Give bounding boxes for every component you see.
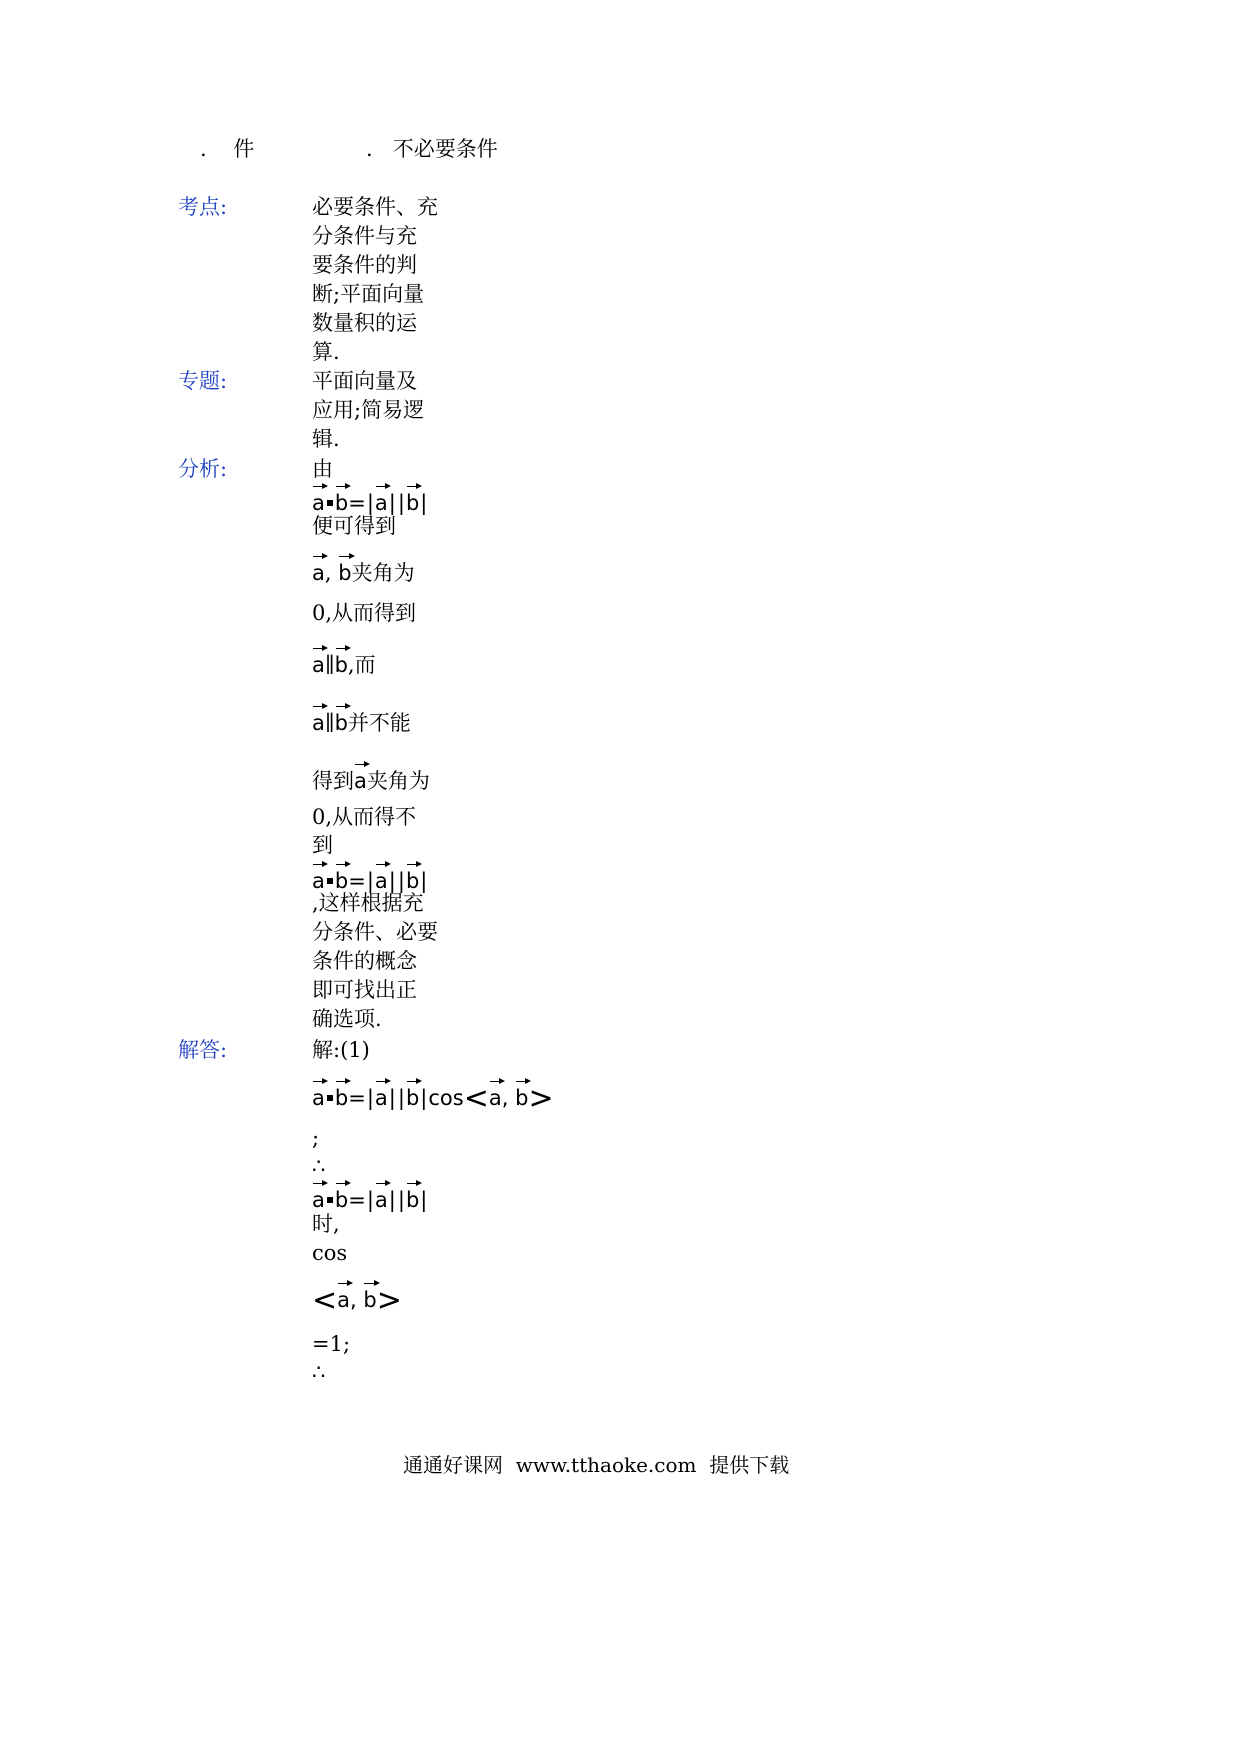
vector-a: a: [312, 861, 325, 895]
abs-bar: |: [420, 1086, 428, 1110]
fenxi-line-5: [312, 645, 376, 679]
fenxi-text-1: 由: [312, 457, 333, 481]
vector-a: a: [489, 1078, 502, 1112]
footer-site-name: 通通好课网: [403, 1453, 503, 1477]
fenxi-tail-line: 分条件、必要: [312, 920, 438, 944]
dot-operator: [327, 1095, 333, 1101]
abs-bar: |: [420, 869, 428, 893]
abs-bar: |: [366, 1188, 374, 1212]
vector-b: b: [406, 483, 419, 517]
zhuanti-content: [312, 367, 424, 454]
vector-a: a: [312, 1180, 325, 1214]
fenxi-text-5: ,而: [347, 653, 376, 677]
equals-sign: =: [348, 1188, 366, 1212]
vector-b: b: [406, 1180, 419, 1214]
option-d-dot: .: [366, 137, 373, 161]
parallel-sign: ∥: [324, 653, 335, 677]
vector-a: a: [312, 703, 325, 737]
option-c: [200, 135, 254, 163]
kaodian-line: 必要条件、充: [312, 195, 438, 219]
zhuanti-line: 平面向量及: [312, 369, 417, 393]
vector-b: b: [335, 483, 348, 517]
vector-b: b: [335, 703, 348, 737]
therefore-symbol: ∴: [312, 1154, 326, 1178]
vector-b: b: [406, 861, 419, 895]
fenxi-tail-line: 确选项.: [312, 1007, 382, 1031]
fenxi-tail-line: 即可找出正: [312, 978, 417, 1002]
vector-a: a: [312, 645, 325, 679]
page-footer: [403, 1451, 789, 1479]
option-d: [366, 135, 498, 163]
fenxi-line-7: [312, 761, 430, 795]
vector-b: b: [363, 1280, 376, 1314]
formula-angle-ab: [312, 1280, 402, 1318]
therefore-symbol: ∴: [312, 1360, 326, 1384]
formula-dot-product-cos: [312, 1078, 554, 1116]
fenxi-text-4: 0,从而得到: [312, 601, 417, 625]
abs-bar: |: [366, 1086, 374, 1110]
fenxi-label: 分析:: [178, 457, 228, 481]
fenxi-tail-line: ,这样根据充: [312, 891, 424, 915]
abs-bar: |: [397, 1086, 405, 1110]
right-angle-bracket: >: [376, 1283, 402, 1318]
option-c-dot: .: [200, 137, 207, 161]
abs-bar: |: [388, 1086, 396, 1110]
abs-bar: |: [420, 491, 428, 515]
vector-b: b: [338, 553, 351, 587]
fenxi-text-3: 夹角为: [351, 561, 415, 585]
vector-a: a: [375, 861, 388, 895]
jieda-cos: cos: [312, 1241, 348, 1265]
vector-a: a: [375, 1078, 388, 1112]
kaodian-content: [312, 193, 438, 367]
fenxi-text-10: 到: [312, 833, 333, 857]
parallel-sign: ∥: [324, 711, 335, 735]
fenxi-text-6: 并不能: [347, 711, 411, 735]
jieda-semicolon: ;: [312, 1126, 320, 1150]
vector-b: b: [335, 645, 348, 679]
vector-a: a: [312, 553, 325, 587]
vector-a: a: [337, 1280, 350, 1314]
vector-b: b: [515, 1078, 528, 1112]
footer-url: www.tthaoke.com: [515, 1453, 697, 1477]
fenxi-line-6: [312, 703, 411, 737]
fenxi-tail: [312, 889, 438, 1034]
left-angle-bracket: <: [312, 1283, 338, 1318]
formula-dot-equals-abs: [312, 1180, 428, 1214]
equals-sign: =: [348, 869, 366, 893]
jieda-shi: 时,: [312, 1212, 340, 1236]
kaodian-line: 要条件的判: [312, 253, 417, 277]
abs-bar: |: [397, 869, 405, 893]
zhuanti-label: 专题:: [178, 369, 228, 393]
comma: ,: [324, 561, 332, 585]
comma: ,: [350, 1288, 357, 1312]
kaodian-line: 断;平面向量: [312, 282, 425, 306]
fenxi-line-3: [312, 553, 415, 587]
vector-a: a: [354, 761, 367, 795]
vector-b: b: [335, 861, 348, 895]
fenxi-tail-line: 条件的概念: [312, 949, 417, 973]
abs-bar: |: [397, 1188, 405, 1212]
fenxi-text-8: 夹角为: [366, 769, 430, 793]
kaodian-line: 数量积的运: [312, 311, 417, 335]
vector-b: b: [335, 1078, 348, 1112]
zhuanti-line: 应用;简易逻: [312, 398, 425, 422]
left-angle-bracket: <: [463, 1081, 489, 1116]
abs-bar: |: [397, 491, 405, 515]
abs-bar: |: [366, 869, 374, 893]
fenxi-text-7: 得到: [312, 769, 354, 793]
option-c-text: 件: [233, 137, 255, 161]
vector-b: b: [406, 1078, 419, 1112]
dot-operator: [327, 500, 333, 506]
vector-a: a: [312, 483, 325, 517]
equals-sign: =: [348, 1086, 366, 1110]
jieda-label: 解答:: [178, 1038, 228, 1062]
jieda-text-1: 解:(1): [312, 1038, 370, 1062]
comma: ,: [501, 1086, 509, 1110]
fenxi-text-2: 便可得到: [312, 514, 396, 538]
footer-download: 提供下载: [709, 1453, 790, 1477]
kaodian-line: 分条件与充: [312, 224, 417, 248]
dot-operator: [327, 878, 333, 884]
dot-operator: [327, 1197, 333, 1203]
abs-bar: |: [366, 491, 374, 515]
kaodian-line: 算.: [312, 340, 340, 364]
jieda-eq1: =1;: [312, 1332, 351, 1356]
abs-bar: |: [388, 869, 396, 893]
zhuanti-line: 辑.: [312, 427, 340, 451]
abs-bar: |: [388, 491, 396, 515]
vector-b: b: [335, 1180, 348, 1214]
option-d-text: 不必要条件: [392, 137, 498, 161]
abs-bar: |: [388, 1188, 396, 1212]
vector-a: a: [312, 1078, 325, 1112]
vector-a: a: [375, 483, 388, 517]
right-angle-bracket: >: [528, 1081, 554, 1116]
fenxi-text-9: 0,从而得不: [312, 805, 417, 829]
cos-text: cos: [428, 1086, 464, 1110]
equals-sign: =: [348, 491, 366, 515]
abs-bar: |: [420, 1188, 428, 1212]
kaodian-label: 考点:: [178, 195, 228, 219]
vector-a: a: [375, 1180, 388, 1214]
